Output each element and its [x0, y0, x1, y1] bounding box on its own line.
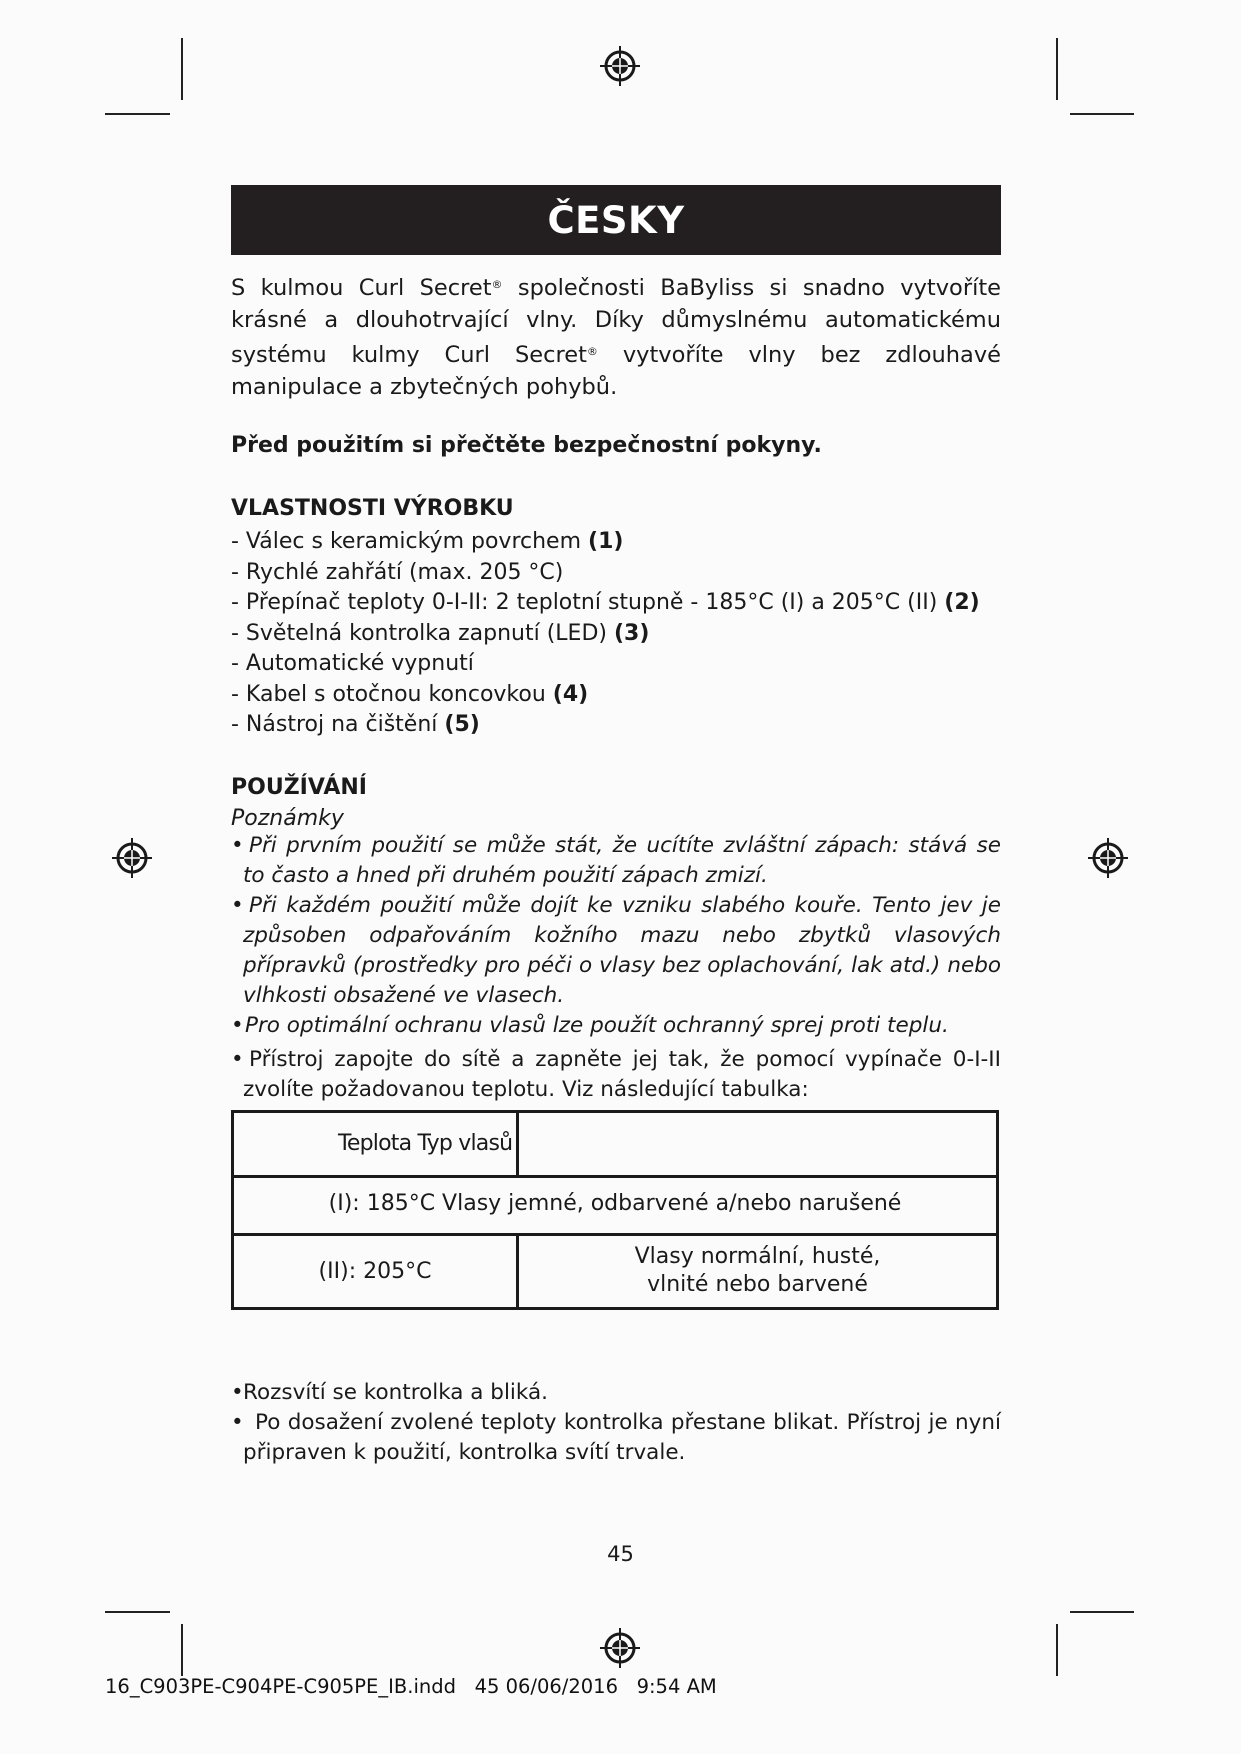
temperature-table [231, 1110, 999, 1310]
table-divider [234, 1233, 996, 1236]
list-item: - Světelná kontrolka zapnutí (LED) (3) [231, 620, 650, 646]
page-content [231, 185, 1001, 1105]
registration-mark-icon [110, 836, 154, 880]
registered-mark: ® [586, 345, 598, 358]
list-item: • Rozsvítí se kontrolka a bliká. [231, 1380, 548, 1405]
list-item: • Přístroj zapojte do sítě a zapněte jej tak, že pomocí vypínače 0-I-II zvolíte požadovanou teplotu. Viz následující tabulka: [231, 1046, 1001, 1102]
registration-mark-icon [598, 44, 642, 88]
table-row-1: (I): 185°C Vlasy jemné, odbarvené a/nebo narušené [328, 1191, 902, 1216]
list-item: - Přepínač teploty 0-I-II: 2 teplotní stupně - 185°C (I) a 205°C (II) (2) [231, 590, 980, 615]
after-table-list [231, 1378, 1001, 1468]
print-slug: 16_C903PE-C904PE-C905PE_IB.indd 45 06/06/2016 9:54 AM [105, 1675, 717, 1698]
table-row-2-hair: Vlasy normální, husté, vlnité nebo barvené [634, 1244, 881, 1297]
crop-mark [1056, 1624, 1058, 1676]
crop-mark [181, 38, 183, 100]
features-heading: VLASTNOSTI VÝROBKU [231, 496, 514, 521]
usage-heading: POUŽÍVÁNÍ [231, 774, 367, 800]
list-item: • Po dosažení zvolené teploty kontrolka přestane blikat. Přístroj je nyní připraven k použití, kontrolka svítí trvale. [231, 1410, 1001, 1465]
intro-text-3: vytvoříte vlny bez zdlouhavé manipulace a zbytečných pohybů. [231, 342, 1001, 400]
registration-mark-icon [598, 1626, 642, 1670]
intro-paragraph [231, 269, 1001, 403]
crop-mark [105, 113, 170, 115]
list-item: - Rychlé zahřátí (max. 205 °C) [231, 559, 564, 585]
notes-list [231, 831, 1001, 1105]
list-item: • Při každém použití může dojít ke vzniku slabého kouře. Tento jev je způsoben odpařováním kožního mazu nebo zbytků vlasových přípravků (prostředky pro péči o vlasy bez oplachování, lak atd.) nebo vlhkosti obsažené ve vlasech. [231, 892, 1001, 1008]
table-divider [234, 1175, 996, 1178]
language-title: ČESKY [547, 198, 685, 242]
list-item: - Kabel s otočnou koncovkou (4) [231, 681, 589, 707]
safety-notice: Před použitím si přečtěte bezpečnostní pokyny. [231, 433, 822, 458]
list-item: - Nástroj na čištění (5) [231, 712, 480, 737]
crop-mark [181, 1624, 183, 1676]
table-divider [516, 1113, 519, 1175]
registered-mark: ® [491, 278, 503, 291]
crop-mark [1070, 1611, 1134, 1613]
list-item: • Při prvním použití se může stát, že ucítíte zvláštní zápach: stává se to často a hned při druhém použití zápach zmizí. [231, 832, 1001, 888]
intro-text-1: S kulmou Curl Secret [231, 275, 492, 301]
list-item: • Pro optimální ochranu vlasů lze použít ochranný sprej proti teplu. [231, 1012, 949, 1038]
table-row-2-temp: (II): 205°C [318, 1259, 432, 1284]
registration-mark-icon [1086, 836, 1130, 880]
list-item: - Automatické vypnutí [231, 651, 474, 676]
list-item: - Válec s keramickým povrchem (1) [231, 529, 624, 554]
notes-title: Poznámky [231, 805, 344, 831]
crop-mark [105, 1611, 170, 1613]
language-header [231, 185, 1001, 255]
page-number: 45 [607, 1542, 634, 1566]
crop-mark [1070, 113, 1134, 115]
table-header-cell: Teplota Typ vlasů [338, 1131, 513, 1156]
features-list [231, 527, 1001, 741]
intro-text-2: společnosti BaByliss si snadno vytvoříte krásné a dlouhotrvající vlny. Díky důmyslnému automatickému systému kulmy Curl Secret [231, 275, 1001, 368]
crop-mark [1056, 38, 1058, 100]
